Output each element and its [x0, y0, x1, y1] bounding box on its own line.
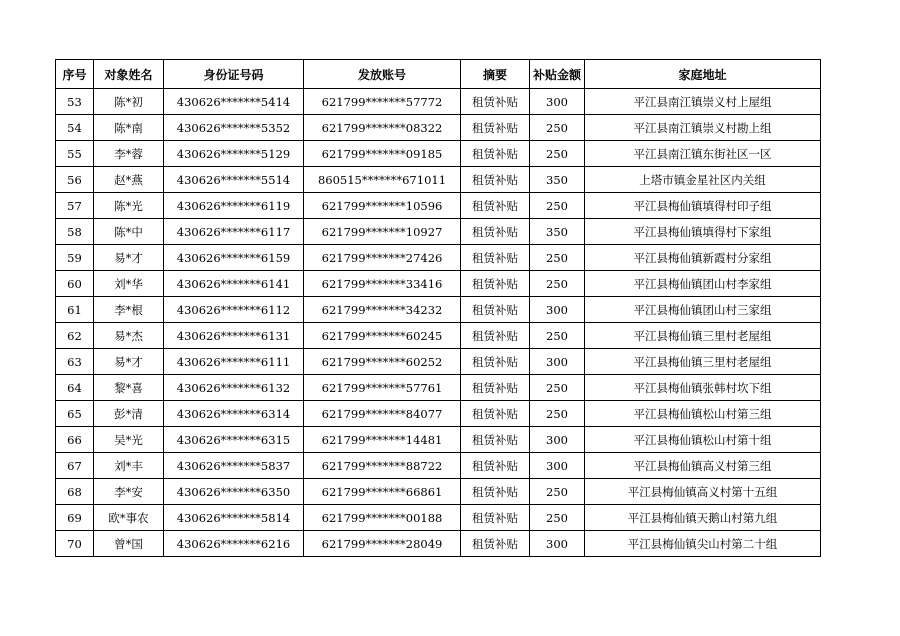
- cell-index: 67: [56, 453, 94, 479]
- cell-account: 621799*******34232: [304, 297, 461, 323]
- table-row: [56, 219, 821, 245]
- cell-account: 621799*******84077: [304, 401, 461, 427]
- cell-id-number: 430626*******6117: [164, 219, 304, 245]
- table-row: [56, 167, 821, 193]
- cell-index: 68: [56, 479, 94, 505]
- cell-address: 平江县南江镇崇义村勘上组: [585, 115, 821, 141]
- table-row: [56, 271, 821, 297]
- cell-id-number: 430626*******5814: [164, 505, 304, 531]
- cell-address: 平江县梅仙镇张韩村坎下组: [585, 375, 821, 401]
- cell-amount: 250: [530, 375, 585, 401]
- subsidy-table: [55, 59, 821, 557]
- cell-index: 70: [56, 531, 94, 557]
- cell-account: 621799*******88722: [304, 453, 461, 479]
- cell-summary: 租赁补贴: [461, 115, 530, 141]
- cell-id-number: 430626*******5129: [164, 141, 304, 167]
- cell-name: 易*杰: [94, 323, 164, 349]
- cell-name: 陈*初: [94, 89, 164, 115]
- cell-account: 621799*******08322: [304, 115, 461, 141]
- cell-name: 陈*光: [94, 193, 164, 219]
- cell-id-number: 430626*******6111: [164, 349, 304, 375]
- cell-summary: 租赁补贴: [461, 219, 530, 245]
- cell-name: 刘*丰: [94, 453, 164, 479]
- cell-account: 621799*******66861: [304, 479, 461, 505]
- cell-name: 陈*南: [94, 115, 164, 141]
- cell-id-number: 430626*******6350: [164, 479, 304, 505]
- cell-amount: 300: [530, 349, 585, 375]
- col-header-summary: 摘要: [461, 60, 530, 89]
- cell-account: 621799*******60252: [304, 349, 461, 375]
- cell-summary: 租赁补贴: [461, 167, 530, 193]
- cell-address: 平江县梅仙镇团山村李家组: [585, 271, 821, 297]
- cell-amount: 250: [530, 505, 585, 531]
- subsidy-sheet: [55, 59, 821, 557]
- cell-amount: 250: [530, 141, 585, 167]
- cell-amount: 250: [530, 193, 585, 219]
- cell-summary: 租赁补贴: [461, 375, 530, 401]
- cell-name: 曾*国: [94, 531, 164, 557]
- cell-summary: 租赁补贴: [461, 245, 530, 271]
- cell-account: 621799*******09185: [304, 141, 461, 167]
- cell-account: 621799*******33416: [304, 271, 461, 297]
- cell-name: 赵*燕: [94, 167, 164, 193]
- cell-summary: 租赁补贴: [461, 271, 530, 297]
- cell-id-number: 430626*******6131: [164, 323, 304, 349]
- cell-name: 易*才: [94, 349, 164, 375]
- table-row: [56, 375, 821, 401]
- cell-address: 平江县梅仙镇天鹅山村第九组: [585, 505, 821, 531]
- cell-account: 621799*******27426: [304, 245, 461, 271]
- cell-amount: 250: [530, 401, 585, 427]
- cell-id-number: 430626*******6315: [164, 427, 304, 453]
- cell-name: 李*安: [94, 479, 164, 505]
- table-row: [56, 297, 821, 323]
- col-header-id-number: 身份证号码: [164, 60, 304, 89]
- cell-index: 66: [56, 427, 94, 453]
- col-header-index: 序号: [56, 60, 94, 89]
- cell-id-number: 430626*******6141: [164, 271, 304, 297]
- cell-id-number: 430626*******6159: [164, 245, 304, 271]
- table-row: [56, 505, 821, 531]
- cell-address: 上塔市镇金星社区内关组: [585, 167, 821, 193]
- cell-address: 平江县梅仙镇团山村三家组: [585, 297, 821, 323]
- cell-address: 平江县梅仙镇三里村老屋组: [585, 349, 821, 375]
- cell-summary: 租赁补贴: [461, 427, 530, 453]
- table-row: [56, 349, 821, 375]
- cell-name: 李*蓉: [94, 141, 164, 167]
- table-row: [56, 141, 821, 167]
- table-row: [56, 193, 821, 219]
- cell-address: 平江县梅仙镇新霞村分家组: [585, 245, 821, 271]
- table-row: [56, 115, 821, 141]
- cell-summary: 租赁补贴: [461, 531, 530, 557]
- cell-amount: 300: [530, 427, 585, 453]
- cell-summary: 租赁补贴: [461, 479, 530, 505]
- cell-summary: 租赁补贴: [461, 505, 530, 531]
- cell-index: 57: [56, 193, 94, 219]
- cell-name: 欧*事农: [94, 505, 164, 531]
- cell-summary: 租赁补贴: [461, 349, 530, 375]
- cell-name: 彭*清: [94, 401, 164, 427]
- cell-id-number: 430626*******6216: [164, 531, 304, 557]
- cell-amount: 350: [530, 219, 585, 245]
- cell-index: 64: [56, 375, 94, 401]
- cell-id-number: 430626*******5414: [164, 89, 304, 115]
- cell-index: 61: [56, 297, 94, 323]
- cell-amount: 300: [530, 89, 585, 115]
- cell-account: 860515*******671011: [304, 167, 461, 193]
- cell-index: 53: [56, 89, 94, 115]
- cell-index: 62: [56, 323, 94, 349]
- cell-account: 621799*******14481: [304, 427, 461, 453]
- cell-address: 平江县梅仙镇松山村第三组: [585, 401, 821, 427]
- cell-address: 平江县梅仙镇尖山村第二十组: [585, 531, 821, 557]
- cell-account: 621799*******28049: [304, 531, 461, 557]
- cell-account: 621799*******10596: [304, 193, 461, 219]
- col-header-account: 发放账号: [304, 60, 461, 89]
- cell-id-number: 430626*******6112: [164, 297, 304, 323]
- col-header-name: 对象姓名: [94, 60, 164, 89]
- cell-amount: 250: [530, 245, 585, 271]
- cell-index: 56: [56, 167, 94, 193]
- cell-summary: 租赁补贴: [461, 323, 530, 349]
- header-row: [56, 60, 821, 89]
- cell-index: 58: [56, 219, 94, 245]
- table-row: [56, 89, 821, 115]
- cell-address: 平江县梅仙镇松山村第十组: [585, 427, 821, 453]
- cell-index: 65: [56, 401, 94, 427]
- cell-index: 69: [56, 505, 94, 531]
- table-row: [56, 401, 821, 427]
- cell-amount: 250: [530, 323, 585, 349]
- cell-id-number: 430626*******5837: [164, 453, 304, 479]
- cell-address: 平江县梅仙镇高义村第十五组: [585, 479, 821, 505]
- cell-amount: 250: [530, 115, 585, 141]
- cell-id-number: 430626*******6132: [164, 375, 304, 401]
- cell-id-number: 430626*******6119: [164, 193, 304, 219]
- cell-address: 平江县梅仙镇三里村老屋组: [585, 323, 821, 349]
- cell-account: 621799*******10927: [304, 219, 461, 245]
- cell-address: 平江县梅仙镇高义村第三组: [585, 453, 821, 479]
- cell-amount: 300: [530, 453, 585, 479]
- cell-amount: 250: [530, 479, 585, 505]
- cell-summary: 租赁补贴: [461, 193, 530, 219]
- cell-name: 李*根: [94, 297, 164, 323]
- table-row: [56, 245, 821, 271]
- cell-index: 60: [56, 271, 94, 297]
- cell-summary: 租赁补贴: [461, 89, 530, 115]
- cell-account: 621799*******57772: [304, 89, 461, 115]
- cell-name: 黎*喜: [94, 375, 164, 401]
- cell-id-number: 430626*******6314: [164, 401, 304, 427]
- cell-name: 刘*华: [94, 271, 164, 297]
- cell-index: 55: [56, 141, 94, 167]
- table-row: [56, 531, 821, 557]
- cell-name: 吴*光: [94, 427, 164, 453]
- cell-address: 平江县梅仙镇填得村印子组: [585, 193, 821, 219]
- cell-index: 54: [56, 115, 94, 141]
- col-header-address: 家庭地址: [585, 60, 821, 89]
- table-header: [56, 60, 821, 89]
- cell-address: 平江县南江镇东街社区一区: [585, 141, 821, 167]
- cell-index: 59: [56, 245, 94, 271]
- cell-name: 易*才: [94, 245, 164, 271]
- col-header-amount: 补贴金额: [530, 60, 585, 89]
- cell-summary: 租赁补贴: [461, 401, 530, 427]
- cell-account: 621799*******57761: [304, 375, 461, 401]
- table-row: [56, 323, 821, 349]
- cell-amount: 300: [530, 297, 585, 323]
- table-row: [56, 427, 821, 453]
- cell-address: 平江县梅仙镇填得村下家组: [585, 219, 821, 245]
- table-row: [56, 479, 821, 505]
- cell-amount: 300: [530, 531, 585, 557]
- cell-name: 陈*中: [94, 219, 164, 245]
- cell-id-number: 430626*******5514: [164, 167, 304, 193]
- cell-summary: 租赁补贴: [461, 141, 530, 167]
- cell-summary: 租赁补贴: [461, 453, 530, 479]
- cell-account: 621799*******60245: [304, 323, 461, 349]
- cell-account: 621799*******00188: [304, 505, 461, 531]
- cell-amount: 250: [530, 271, 585, 297]
- table-body: [56, 89, 821, 557]
- cell-index: 63: [56, 349, 94, 375]
- cell-address: 平江县南江镇崇义村上屋组: [585, 89, 821, 115]
- cell-summary: 租赁补贴: [461, 297, 530, 323]
- cell-amount: 350: [530, 167, 585, 193]
- table-row: [56, 453, 821, 479]
- cell-id-number: 430626*******5352: [164, 115, 304, 141]
